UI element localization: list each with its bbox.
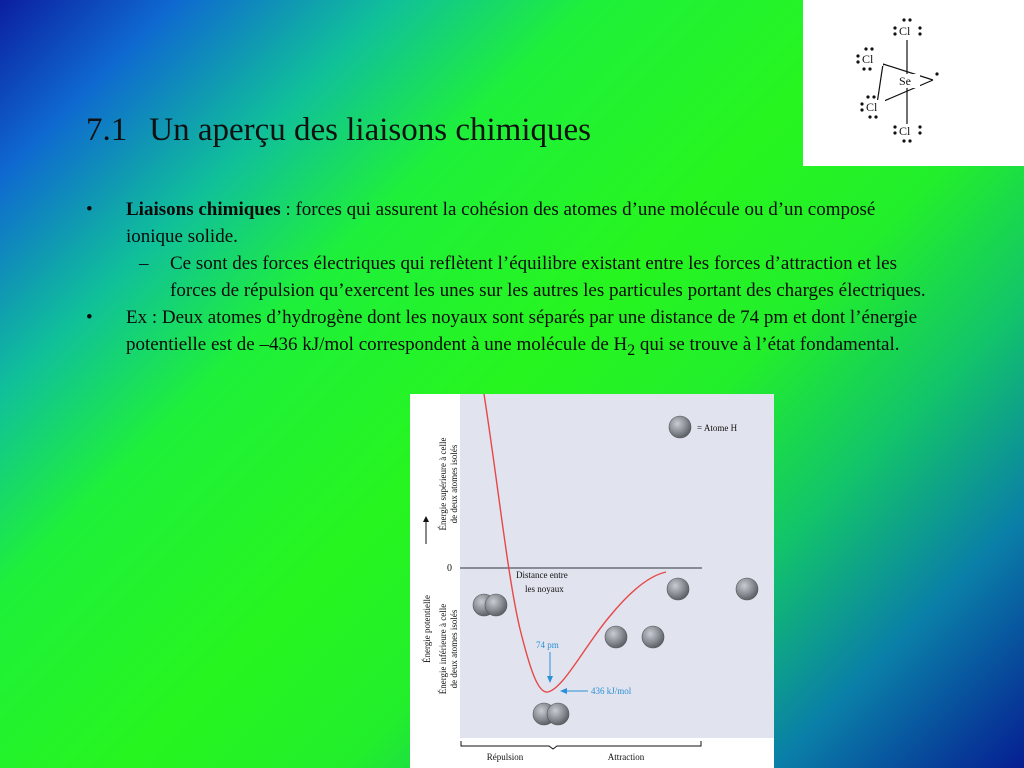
h-atom-attraction-1 (605, 626, 627, 648)
lone-pair-dots (856, 18, 938, 142)
h-atom-far-2 (736, 578, 758, 600)
slide-bullets (86, 196, 936, 364)
lewis-ligand-lower: Cl (866, 100, 878, 114)
lewis-structure-image (803, 0, 1024, 166)
bullet-example-text: Ex : Deux atomes d’hydrogène dont les noyaux sont séparés par une distance de 74 pm et dont l’énergie potentielle est de –436 kJ/mol correspondent à une molécule de H (126, 307, 918, 355)
slide-title-number: 7.1 (86, 112, 128, 148)
repulsion-label: Répulsion (486, 752, 524, 762)
lewis-ligand-top: Cl (899, 24, 911, 38)
h-atom-far-1 (667, 578, 689, 600)
legend-label: = Atome H (697, 423, 738, 433)
x-axis-brace (461, 741, 701, 749)
bond-length-label: 74 pm (536, 640, 559, 650)
bullet-example-subscript: 2 (627, 341, 636, 359)
bullet-marker: • (86, 199, 93, 220)
bullet-definition (86, 196, 936, 250)
bullet-term: Liaisons chimiques (126, 199, 281, 220)
potential-energy-diagram (410, 394, 774, 768)
lewis-ligand-bottom: Cl (899, 124, 911, 138)
zero-label: 0 (447, 563, 452, 574)
bullet-example (86, 304, 936, 364)
sub-bullet-marker: – (139, 253, 149, 274)
slide-title-text: Un aperçu des liaisons chimiques (149, 112, 591, 148)
legend-h-atom (669, 416, 691, 438)
h-atom-attraction-2 (642, 626, 664, 648)
distance-label-line2: les noyaux (525, 584, 564, 594)
y-axis-arrowhead (423, 516, 429, 522)
lower-label-line1: Énergie inférieure à celle (438, 603, 448, 695)
slide-title (86, 112, 591, 149)
h-atom-repulsion-2 (485, 594, 507, 616)
lewis-central-atom: Se (899, 74, 911, 88)
lewis-structure-diagram (803, 0, 1024, 166)
bullet-example-tail: qui se trouve à l’état fondamental. (635, 334, 900, 355)
bond-energy-label: 436 kJ/mol (591, 686, 632, 696)
potential-energy-figure (410, 394, 774, 768)
lewis-ligand-left: Cl (862, 52, 874, 66)
h-atom-bonded-2 (547, 703, 569, 725)
sub-bullet-text: Ce sont des forces électriques qui reflètent l’équilibre existant entre les forces d’attraction et les forces de répulsion qu’exercent les unes sur les autres les particules portant des charges électriques. (170, 253, 926, 301)
bullet-marker: • (86, 307, 93, 328)
upper-label-line2: de deux atomes isolés (449, 444, 459, 524)
distance-label-line1: Distance entre (516, 570, 568, 580)
attraction-label: Attraction (607, 752, 645, 762)
lower-label-line2: de deux atomes isolés (449, 609, 459, 689)
sub-bullet-electric-forces (86, 250, 936, 304)
bullet-definition-text: : forces qui assurent la cohésion des atomes d’une molécule ou d’un composé ionique solide. (126, 199, 876, 247)
upper-label-line1: Énergie supérieure à celle (438, 437, 448, 531)
y-axis-label: Énergie potentielle (422, 594, 432, 664)
